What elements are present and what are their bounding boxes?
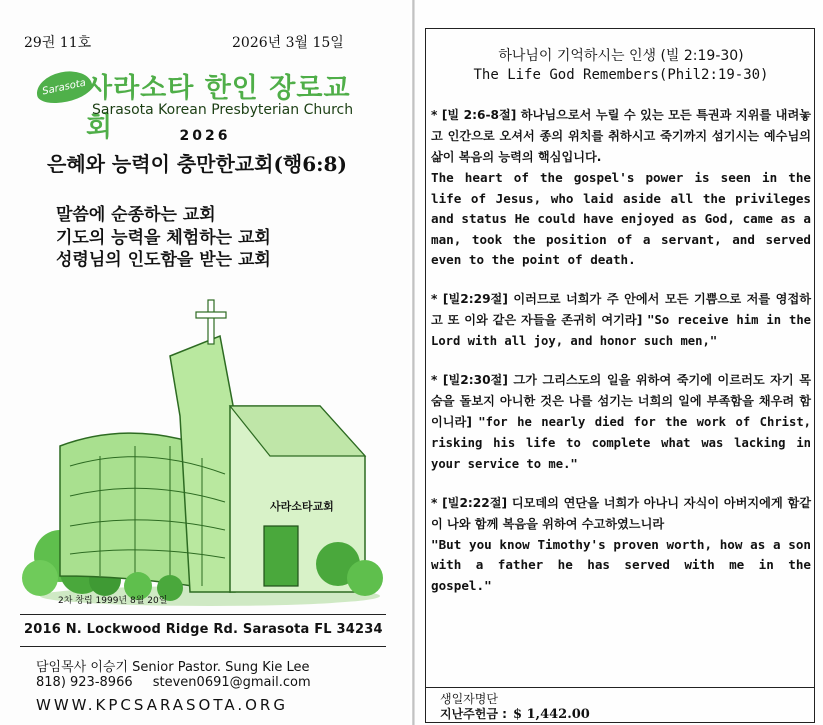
offering-label: 지난주헌금 : <box>440 707 507 721</box>
verse-block <box>431 370 811 475</box>
logo-badge: Sarasota <box>33 67 94 108</box>
issue-number: 29권 11호 <box>24 35 92 51</box>
offering-amount: $ 1,442.00 <box>512 707 590 722</box>
contact-row <box>36 675 327 690</box>
verse-korean: * [빌 2:6-8절] 하나님으로서 누릴 수 있는 모든 특권과 지위를 내려놓고 인간으로 오셔서 종의 위치를 취하시고 죽기까지 섬기시는 예수님의 삶이 복음의 능력의 핵심입니다. <box>431 108 811 164</box>
mission-item: 기도의 능력을 체험하는 교회 <box>56 227 271 248</box>
church-building-drawing <box>20 296 390 608</box>
verse-english: "for he nearly died for the work of Christ, risking his life to complete what was lacking in your service to me." <box>431 414 812 471</box>
year-heading: 2026 <box>179 128 231 144</box>
senior-pastor: 담임목사 이승기 Senior Pastor. Sung Kie Lee <box>36 660 310 675</box>
birthday-list-label: 생일자명단 <box>440 692 498 706</box>
verse-korean <box>431 370 811 475</box>
divider <box>20 646 386 647</box>
sermon-title: 하나님이 기억하시는 인생 (빌 2:19-30) <box>498 48 744 64</box>
verse-block <box>431 493 811 597</box>
drawing-caption: 2차 창립 1999년 8월 20일 <box>58 596 168 606</box>
verse-korean-text: * [빌2:29절] 이러므로 너희가 주 안에서 모든 기쁨으로 저를 영접하고 또 이와 같은 자들을 존귀히 여기라] <box>431 291 811 327</box>
verse-korean: * [빌2:22절] 디모데의 연단을 너희가 아나니 자식이 아버지에게 함같이 나와 함께 복음을 위하여 수고하였느니라 <box>431 495 811 531</box>
sermon-page <box>415 0 823 725</box>
verse-list <box>431 105 811 614</box>
mission-item: 성령님의 인도함을 받는 교회 <box>56 250 271 270</box>
verse-korean <box>431 289 811 352</box>
divider <box>20 614 386 615</box>
building-sign: 사라소타교회 <box>270 500 334 513</box>
church-name-english: Sarasota Korean Presbyterian Church <box>92 102 354 118</box>
verse-english: "But you know Timothy's proven worth, how as a son with a father he has served with me in the gospel." <box>431 536 811 593</box>
year-theme: 은혜와 능력이 충만한교회(행6:8) <box>47 152 347 176</box>
email-address: steven0691@gmail.com <box>152 675 311 690</box>
verse-korean-text: * [빌2:30절] 그가 그리스도의 일을 위하여 죽기에 이르러도 자기 목숨을 돌보지 아니한 것은 나를 섬기는 너희의 일에 부족함을 채우려 함이니라] <box>431 372 811 429</box>
mission-list <box>56 204 271 272</box>
sermon-subtitle: The Life God Remembers(Phil2:19-30) <box>473 67 769 83</box>
offering-row <box>440 705 590 722</box>
verse-block <box>431 105 811 271</box>
church-address: 2016 N. Lockwood Ridge Rd. Sarasota FL 34234 <box>24 622 383 637</box>
cover-page <box>0 0 410 725</box>
verse-block <box>431 289 811 352</box>
verse-english: "So receive him in the Lord with all joy, and honor such men," <box>431 312 811 348</box>
announcement-box <box>425 688 815 723</box>
church-name-korean: 사라소타 한인 장로교회 <box>86 73 351 143</box>
website-url: WWW.KPCSARASOTA.ORG <box>36 696 288 714</box>
bulletin-date: 2026년 3월 15일 <box>232 35 344 51</box>
verse-english: The heart of the gospel's power is seen in the life of Jesus, who laid aside all the privileges and status He could have enjoyed as God, came as a man, took the position of a servant, and served even to the point of death. <box>431 170 811 267</box>
cross-icon <box>196 300 226 344</box>
mission-item: 말씀에 순종하는 교회 <box>56 205 216 225</box>
sermon-box <box>425 28 815 688</box>
phone-number: 818) 923-8966 <box>36 675 133 690</box>
